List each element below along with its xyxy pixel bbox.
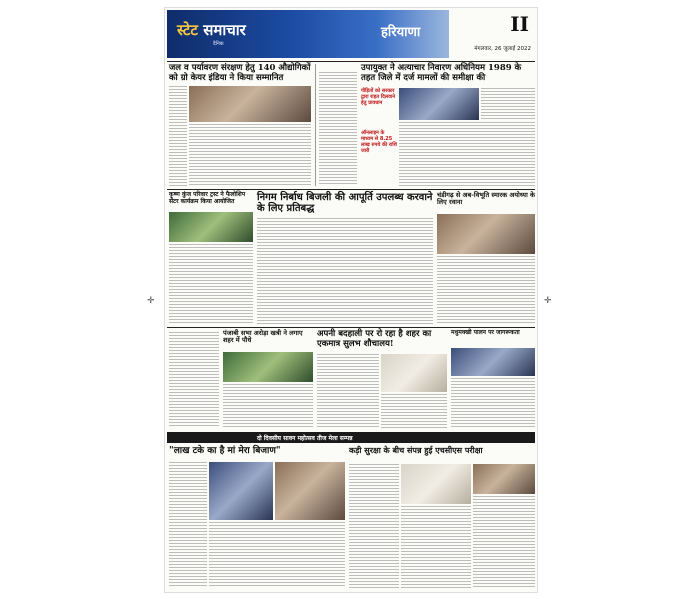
text-column bbox=[349, 464, 399, 588]
photo-beekeeping bbox=[451, 348, 535, 376]
text-column bbox=[209, 522, 345, 588]
headline-3: कृष्ण कुंज परिवार ट्रस्ट ने फैलोशिप सेंटर कार्यक्रम किया आयोजित bbox=[169, 191, 246, 205]
newspaper-page bbox=[165, 8, 537, 592]
text-column bbox=[169, 462, 207, 588]
text-column bbox=[399, 122, 535, 186]
text-column bbox=[481, 88, 535, 120]
photo-departure bbox=[437, 214, 535, 254]
page-number: II bbox=[510, 12, 529, 36]
masthead-tagline: दैनिक bbox=[213, 41, 224, 47]
text-column bbox=[437, 256, 535, 324]
text-column bbox=[223, 384, 313, 428]
headline-8: मधुमक्खी पालन पर जागरूकता bbox=[451, 329, 520, 336]
section-rule bbox=[167, 327, 535, 328]
photo-exam-centre bbox=[401, 464, 471, 504]
headline-5: चंडीगढ़ से अब-विभूति स्मारक अयोध्या के लिए रवाना bbox=[437, 191, 536, 207]
photo-felicitation bbox=[189, 86, 311, 122]
text-column bbox=[169, 332, 219, 428]
text-column bbox=[169, 244, 253, 324]
brand-word-a: स्टेट bbox=[177, 21, 198, 39]
photo-teej-stage bbox=[275, 462, 345, 520]
photo-trust-event bbox=[169, 212, 253, 242]
banner-text: दो दिवसीय सावन महोत्सव तीज मेला सम्पन्न bbox=[257, 435, 353, 442]
masthead-region-panel bbox=[377, 10, 449, 58]
subhead-2: ऑनलाइन के माध्यम से 8.25 लाख रुपये की राशि जारी bbox=[361, 130, 397, 154]
photo-toilet bbox=[381, 354, 447, 392]
photo-review-meeting bbox=[399, 88, 479, 120]
issue-date: मंगलवार, 26 जुलाई 2022 bbox=[474, 46, 531, 52]
masthead bbox=[165, 8, 537, 60]
crop-mark-right: ✛ bbox=[544, 296, 552, 306]
photo-plantation bbox=[223, 352, 313, 382]
headline-2: उपायुक्त ने अत्याचार निवारण अधिनियम 1989 के तहत जिले में दर्ज मामलों की समीक्षा की bbox=[361, 63, 522, 83]
masthead-brand-panel bbox=[167, 10, 377, 58]
headline-4: निगम निर्बाध बिजली की आपूर्ति उपलब्ध करवाने के लिए प्रतिबद्ध bbox=[257, 192, 433, 215]
crop-mark-left: ✛ bbox=[147, 296, 155, 306]
text-column bbox=[317, 354, 379, 428]
masthead-info bbox=[451, 10, 535, 58]
text-column bbox=[401, 506, 471, 588]
text-column bbox=[451, 378, 535, 428]
region-name: हरियाणा bbox=[381, 25, 421, 40]
headline-6: पंजाबी सभा अरोड़ा खत्री ने लगाए शहर में पौधे bbox=[223, 329, 303, 345]
headline-10: कड़ी सुरक्षा के बीच संपन्न हुई एचसीएस परीक्षा bbox=[349, 445, 483, 455]
headline-7: अपनी बदहाली पर रो रहा है शहर का एकमात्र सुलभ शौचालय! bbox=[317, 329, 432, 349]
masthead-rule bbox=[167, 61, 535, 62]
text-column bbox=[319, 72, 357, 186]
subhead-1: पीड़ितों को सरकार द्वारा राहत दिलवाने हेतु प्रावधान bbox=[361, 88, 396, 106]
text-column bbox=[381, 394, 447, 428]
column-divider bbox=[315, 64, 316, 186]
section-rule bbox=[167, 189, 535, 190]
section-banner bbox=[167, 432, 535, 443]
text-column bbox=[257, 218, 433, 324]
text-column bbox=[169, 86, 187, 186]
text-column bbox=[189, 124, 311, 186]
text-column bbox=[473, 496, 535, 588]
headline-1: जल व पर्यावरण संरक्षण हेतु 140 औद्योगिकों को ग्रो केयर इंडिया ने किया सम्मानित bbox=[169, 63, 311, 83]
brand-word-b: समाचार bbox=[203, 21, 246, 39]
photo-teej-dance bbox=[209, 462, 273, 520]
headline-9: "लाख टके का है मां मेरा बिजाण" bbox=[169, 446, 281, 456]
photo-officials bbox=[473, 464, 535, 494]
masthead-brand bbox=[177, 20, 246, 40]
